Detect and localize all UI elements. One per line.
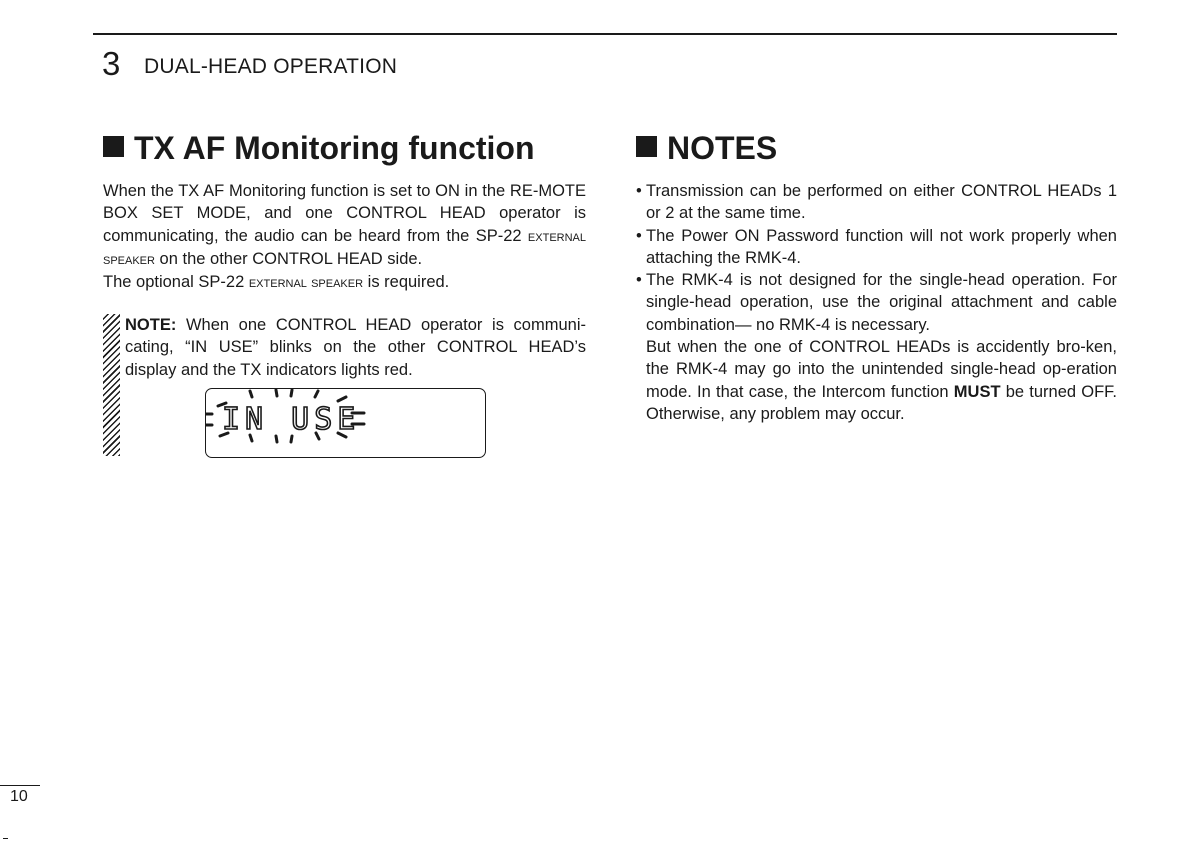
paragraph-1 xyxy=(103,180,586,271)
note-hatch-bar xyxy=(103,314,120,456)
bullet-dot-icon: • xyxy=(636,271,642,290)
right-column xyxy=(636,180,1117,425)
square-bullet-icon xyxy=(103,136,124,157)
bullet-dot-icon: • xyxy=(636,182,642,200)
note-text xyxy=(125,314,586,381)
paragraph-1-text: When the TX AF Monitoring function is set to ON in the RE-MOTE BOX SET MODE, and one CONTROL HEAD operator is communicating, the audio can be heard from the SP-22 xyxy=(103,182,586,245)
external-speaker-term: external speaker xyxy=(103,227,586,268)
note-body: When one CONTROL HEAD operator is communi-cating, “IN USE” blinks on the other CONTROL HEAD’s display and the TX indicators lights red. xyxy=(125,316,586,379)
bullet-dot-icon: • xyxy=(636,226,642,245)
external-speaker-term: external speaker xyxy=(248,274,364,292)
section-heading-notes xyxy=(636,128,777,168)
section-heading-tx-af xyxy=(103,128,535,168)
continuation-tail: be turned OFF. Otherwise, any problem may occur. xyxy=(646,382,1117,423)
lcd-display xyxy=(205,388,486,458)
must-emphasis: MUST xyxy=(953,382,1001,401)
section-heading-text: TX AF Monitoring function xyxy=(134,130,535,166)
notes-continuation xyxy=(636,336,1117,425)
paragraph-2 xyxy=(103,271,586,294)
bullet-text: Transmission can be performed on either CONTROL HEADs 1 or 2 at the same time. xyxy=(646,182,1117,223)
left-column xyxy=(103,180,586,294)
header-rule xyxy=(93,33,1117,35)
notes-bullet-3 xyxy=(636,269,1117,336)
paragraph-1-tail: on the other CONTROL HEAD side. xyxy=(154,249,423,268)
chapter-title: DUAL-HEAD OPERATION xyxy=(144,55,398,78)
lcd-in-use-text: IN USE xyxy=(222,402,361,437)
continuation-text: But when the one of CONTROL HEADs is accidently bro-ken, the RMK-4 may go into the unintended single-head op-eration mode. In that case, the Intercom function xyxy=(646,338,1117,401)
crop-mark xyxy=(3,838,8,839)
notes-bullet-1 xyxy=(636,180,1117,225)
notes-bullet-2 xyxy=(636,225,1117,270)
page-number: 10 xyxy=(10,788,28,805)
note-label: NOTE: xyxy=(125,316,177,334)
chapter-number: 3 xyxy=(102,45,121,82)
square-bullet-icon xyxy=(636,136,657,157)
footer-rule xyxy=(0,785,40,786)
paragraph-2-text: The optional SP-22 xyxy=(103,273,249,292)
bullet-text: The Power ON Password function will not work properly when attaching the RMK-4. xyxy=(646,226,1117,267)
section-heading-text: NOTES xyxy=(667,130,778,166)
bullet-text: The RMK-4 is not designed for the single-head operation. For single-head operation, use the original attachment and cable combination— no RMK-4 is necessary. xyxy=(646,271,1117,334)
paragraph-2-tail: is required. xyxy=(363,273,450,292)
